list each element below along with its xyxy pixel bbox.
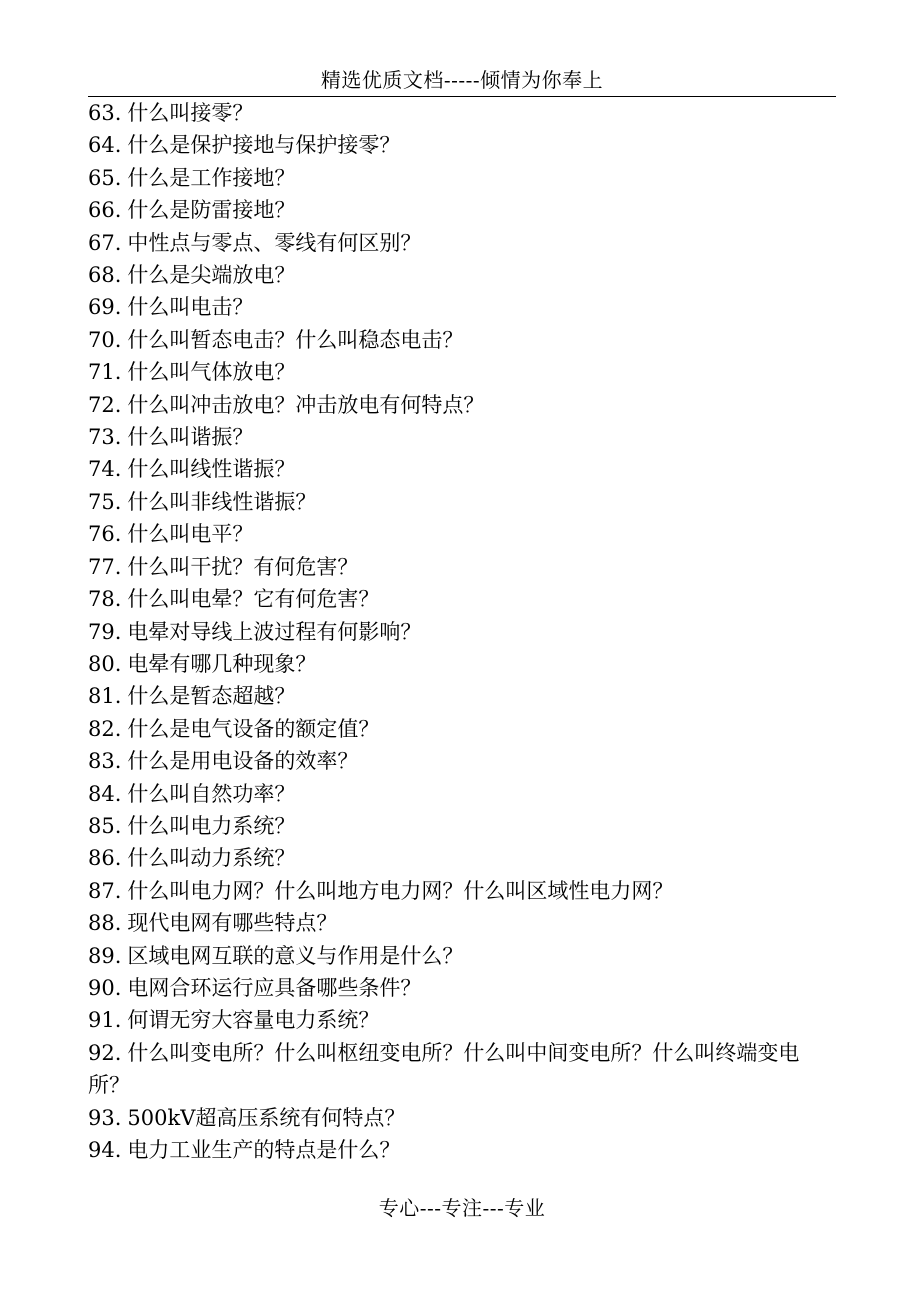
question-item [88,227,838,259]
question-text: 什么叫冲击放电？冲击放电有何特点？ [127,392,485,417]
question-text: 什么叫线性谐振？ [127,457,296,482]
page-header: 精选优质文档-----倾情为你奉上 [320,68,604,92]
question-number: 90. [88,975,122,1000]
question-number: 93. [88,1105,122,1130]
question-number: 94. [88,1138,122,1162]
question-text: 什么叫电击？ [127,295,254,320]
question-item [88,1004,838,1036]
question-number: 85. [88,813,122,838]
question-list [88,97,838,1166]
question-number: 67. [88,230,122,255]
page-footer: 专心---专注---专业 [378,1196,546,1220]
question-number: 84. [88,781,122,806]
question-text: 什么是保护接地与保护接零？ [127,133,401,158]
question-number: 89. [88,943,122,968]
question-item [88,648,838,680]
question-item [88,356,838,388]
question-number: 72. [88,392,122,417]
question-item [88,421,838,453]
question-number: 75. [88,489,122,514]
question-item [88,97,838,129]
question-number: 78. [88,587,122,612]
question-text: 电晕有哪几种现象？ [127,651,317,676]
question-item [88,875,838,907]
question-text: 什么叫电力网？什么叫地方电力网？什么叫区域性电力网？ [127,878,674,903]
question-text: 什么是尖端放电？ [127,263,296,288]
question-text: 电网合环运行应具备哪些条件？ [127,975,422,1000]
question-item [88,1037,838,1102]
question-number: 66. [88,198,122,223]
question-item [88,713,838,745]
question-number: 88. [88,911,122,936]
question-number: 71. [88,360,122,385]
question-number: 82. [88,716,122,741]
question-text: 什么叫接零？ [127,101,254,125]
question-item [88,389,838,421]
question-number: 80. [88,651,122,676]
question-item [88,324,838,356]
question-item [88,162,838,194]
question-number: 76. [88,522,122,547]
question-item [88,972,838,1004]
question-text: 现代电网有哪些特点？ [127,911,338,936]
question-text: 什么是暂态超越？ [127,684,296,709]
question-number: 83. [88,749,122,774]
question-item [88,1102,838,1134]
question-item [88,129,838,161]
question-text: 什么叫电力系统？ [127,813,296,838]
question-item [88,745,838,777]
question-text: 什么叫暂态电击？什么叫稳态电击？ [127,327,464,352]
question-item [88,842,838,874]
question-text: 什么是用电设备的效率？ [127,749,359,774]
question-item [88,907,838,939]
question-text: 何谓无穷大容量电力系统？ [127,1008,380,1033]
question-number: 70. [88,327,122,352]
question-item [88,551,838,583]
question-text: 500kV超高压系统有何特点？ [127,1105,406,1130]
question-item [88,940,838,972]
question-item [88,453,838,485]
question-number: 65. [88,165,122,190]
question-number: 68. [88,263,122,288]
question-item [88,778,838,810]
question-text: 电力工业生产的特点是什么？ [127,1138,401,1162]
question-number: 87. [88,878,122,903]
question-number: 69. [88,295,122,320]
question-item [88,810,838,842]
question-item [88,583,838,615]
question-number: 64. [88,133,122,158]
question-text: 电晕对导线上波过程有何影响？ [127,619,422,644]
question-text: 什么叫变电所？什么叫枢纽变电所？什么叫中间变电所？什么叫终端变电所？ [88,1040,800,1098]
question-number: 86. [88,846,122,871]
question-item [88,1134,838,1166]
question-text: 区域电网互联的意义与作用是什么？ [127,943,464,968]
question-text: 什么叫气体放电？ [127,360,296,385]
question-number: 63. [88,101,122,125]
question-number: 74. [88,457,122,482]
question-item [88,486,838,518]
question-number: 91. [88,1008,122,1033]
question-item [88,616,838,648]
question-text: 什么叫动力系统？ [127,846,296,871]
question-text: 中性点与零点、零线有何区别？ [127,230,422,255]
question-item [88,259,838,291]
question-item [88,680,838,712]
question-item [88,291,838,323]
question-number: 73. [88,425,122,450]
question-item [88,518,838,550]
question-text: 什么是防雷接地？ [127,198,296,223]
question-text: 什么叫电晕？它有何危害？ [127,587,380,612]
question-text: 什么叫干扰？有何危害？ [127,554,359,579]
question-text: 什么叫谐振？ [127,425,254,450]
question-text: 什么是电气设备的额定值？ [127,716,380,741]
question-text: 什么是工作接地？ [127,165,296,190]
question-text: 什么叫电平？ [127,522,254,547]
question-item [88,194,838,226]
question-number: 77. [88,554,122,579]
question-text: 什么叫非线性谐振？ [127,489,317,514]
question-number: 81. [88,684,122,709]
question-number: 92. [88,1040,122,1065]
question-number: 79. [88,619,122,644]
question-text: 什么叫自然功率？ [127,781,296,806]
